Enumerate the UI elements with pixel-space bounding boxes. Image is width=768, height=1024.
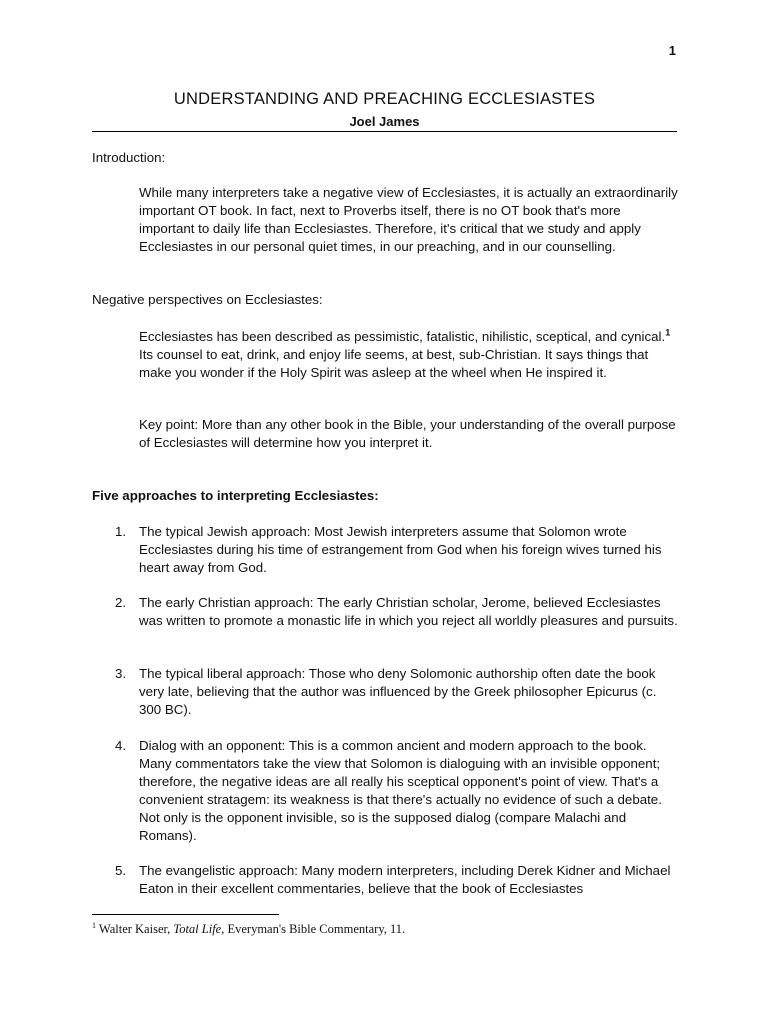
key-point-paragraph: Key point: More than any other book in the Bible, your understanding of the overall purpose of Ecclesiastes will determine how you interpret it. xyxy=(139,417,676,450)
list-number: 1. xyxy=(115,524,127,539)
negative-p1-text-continued: Its counsel to eat, drink, and enjoy life seems, at best, sub-Christian. It says things that make you wonder if the Holy Spirit was asleep at the wheel when He inspired it. xyxy=(139,347,649,380)
title-divider xyxy=(92,131,677,132)
negative-p1-text: Ecclesiastes has been described as pessimistic, fatalistic, nihilistic, sceptical, and cynical. xyxy=(139,329,666,344)
footnote-book-title: Total Life xyxy=(173,922,222,937)
list-number: 5. xyxy=(115,863,127,878)
footnote-divider xyxy=(92,914,279,915)
list-number: 2. xyxy=(115,595,127,610)
list-number: 3. xyxy=(115,666,127,681)
footnote-reference[interactable]: 1 xyxy=(665,327,671,338)
introduction-heading: Introduction: xyxy=(92,150,166,165)
footnote xyxy=(92,921,405,937)
footnote-number: 1 xyxy=(92,921,96,930)
footnote-text-continued: , Everyman's Bible Commentary, 11. xyxy=(221,922,406,937)
page-number: 1 xyxy=(668,43,676,58)
list-text: The typical Jewish approach: Most Jewish interpreters assume that Solomon wrote Ecclesiastes during his time of estrangement from God when his foreign wives turned his heart away from God. xyxy=(139,524,662,575)
list-text: Dialog with an opponent: This is a common ancient and modern approach to the book. Many commentators take the view that Solomon is dialoguing with an invisible opponent; therefore, the negative ideas are all really his sceptical opponent's point of view. That's a convenient stratagem: its weakness is that there's actually no evidence of such a debate. Not only is the opponent invisible, so is the supposed dialog (compare Malachi and Romans). xyxy=(139,738,662,843)
footnote-text: Walter Kaiser, xyxy=(96,922,174,937)
approaches-heading: Five approaches to interpreting Ecclesiastes: xyxy=(92,488,379,503)
author-name: Joel James xyxy=(349,114,420,129)
list-text: The early Christian approach: The early Christian scholar, Jerome, believed Ecclesiastes was written to promote a monastic life in which you reject all worldly pleasures and pursuits. xyxy=(139,595,678,628)
document-title: UNDERSTANDING AND PREACHING ECCLESIASTES xyxy=(173,90,596,108)
list-text: The typical liberal approach: Those who deny Solomonic authorship often date the book very late, believing that the author was influenced by the Greek philosopher Epicurus (c. 300 BC). xyxy=(139,666,657,717)
list-number: 4. xyxy=(115,738,127,753)
list-text: The evangelistic approach: Many modern interpreters, including Derek Kidner and Michael Eaton in their excellent commentaries, believe that the book of Ecclesiastes xyxy=(139,863,671,896)
negative-heading: Negative perspectives on Ecclesiastes: xyxy=(92,292,323,307)
introduction-paragraph: While many interpreters take a negative view of Ecclesiastes, it is actually an extraordinarily important OT book. In fact, next to Proverbs itself, there is no OT book that's more important to daily life than Ecclesiastes. Therefore, it's critical that we study and apply Ecclesiastes in our personal quiet times, in our preaching, and in our counselling. xyxy=(139,185,678,254)
negative-paragraph-1 xyxy=(139,328,679,382)
